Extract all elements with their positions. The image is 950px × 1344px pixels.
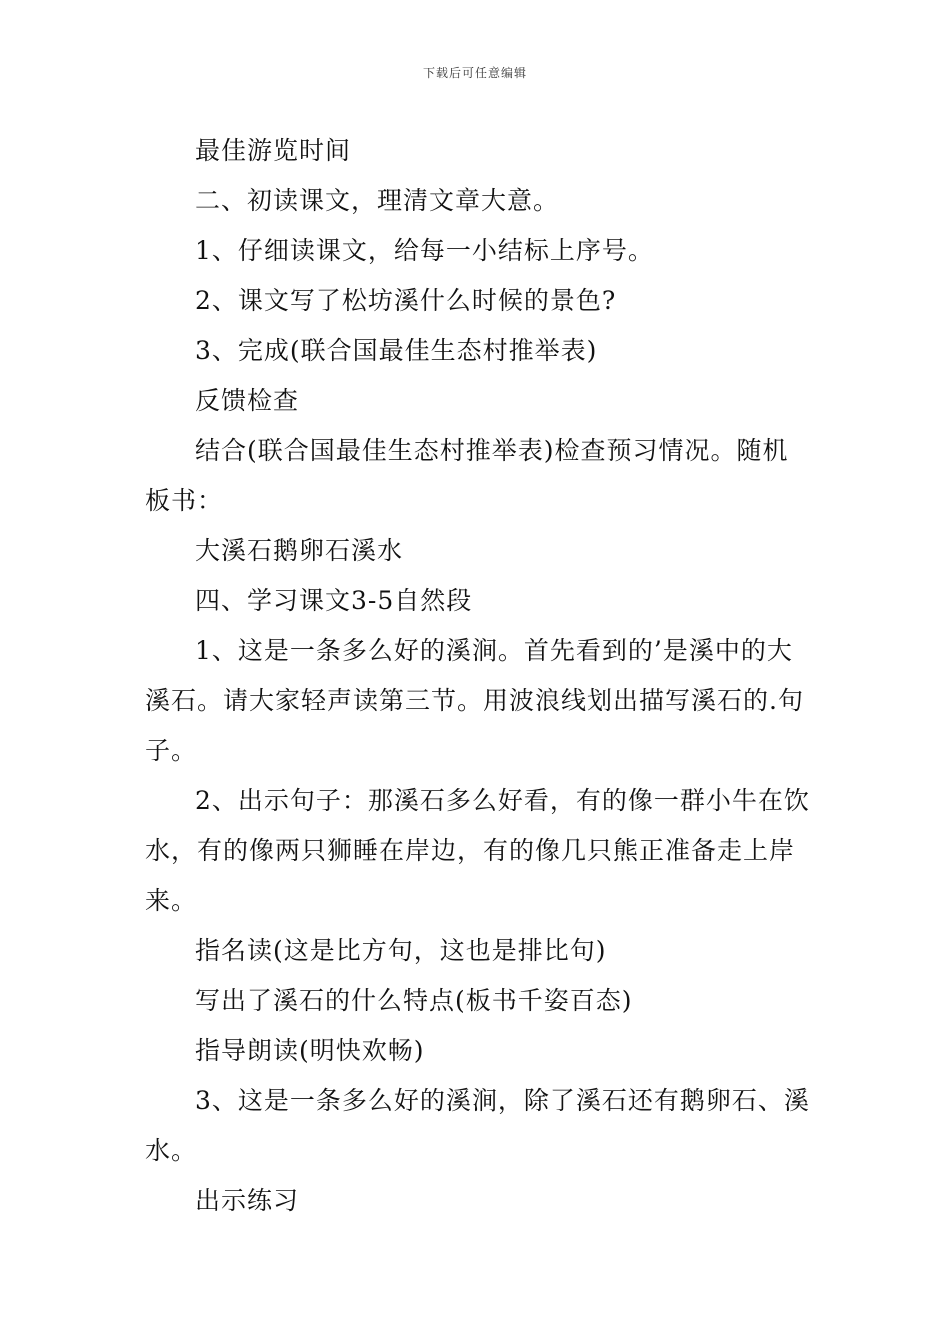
paragraph-step-1: 1、仔细读课文，给每一小结标上序号。 <box>195 236 654 265</box>
paragraph-section-four: 四、学习课文3-5自然段 <box>195 586 473 615</box>
paragraph-combine: 结合(联合国最佳生态村推举表)检查预习情况。随机板书： <box>145 436 789 515</box>
paragraph-item-2: 2、出示句子：那溪石多么好看，有的像一群小牛在饮水，有的像两只狮睡在岸边，有的像几只熊正准备走上岸来。 <box>145 786 810 915</box>
paragraph-feedback: 反馈检查 <box>195 386 300 415</box>
paragraph-features: 写出了溪石的什么特点(板书千姿百态) <box>195 986 633 1015</box>
document-body <box>145 126 810 1226</box>
paragraph-board-items: 大溪石鹅卵石溪水 <box>195 536 404 565</box>
paragraph-guided-reading: 指导朗读(明快欢畅) <box>195 1036 425 1065</box>
paragraph-item-3: 3、这是一条多么好的溪涧，除了溪石还有鹅卵石、溪水。 <box>145 1086 810 1165</box>
paragraph-exercise: 出示练习 <box>195 1186 300 1215</box>
paragraph-best-time: 最佳游览时间 <box>195 136 352 165</box>
paragraph-section-two: 二、初读课文，理清文章大意。 <box>195 186 560 215</box>
paragraph-step-3: 3、完成(联合国最佳生态村推举表) <box>195 336 598 365</box>
paragraph-named-reading: 指名读(这是比方句，这也是排比句) <box>195 936 607 965</box>
paragraph-item-1: 1、这是一条多么好的溪涧。首先看到的’是溪中的大溪石。请大家轻声读第三节。用波浪线划出描写溪石的.句子。 <box>145 636 804 765</box>
paragraph-step-2: 2、课文写了松坊溪什么时候的景色? <box>195 286 617 315</box>
page-header: 下载后可任意编辑 <box>422 66 527 80</box>
